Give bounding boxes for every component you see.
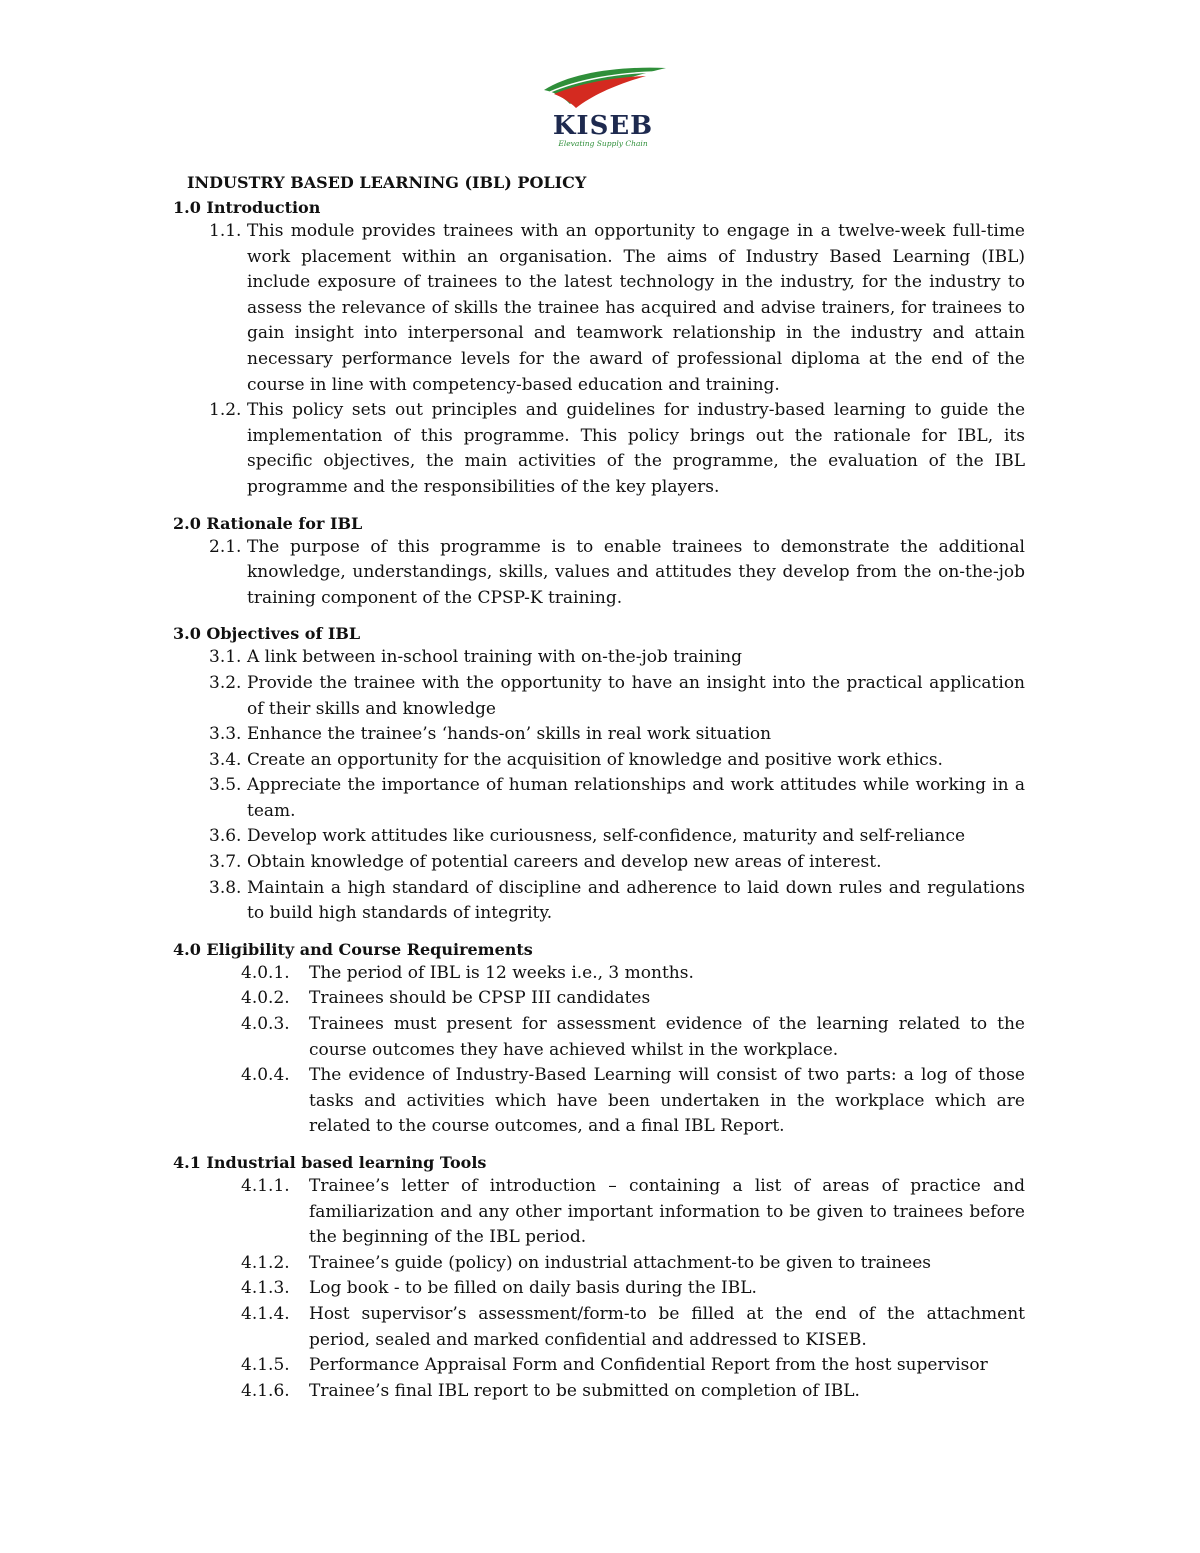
item-text: A link between in-school training with on-the-job training [247,647,743,668]
list-item [173,773,1025,824]
item-text: Trainee’s letter of introduction – containing a list of areas of practice and familiarization and any other important information to be given to trainees before the beginning of the IBL period. [309,1176,1025,1248]
item-number: 4.1.5. [241,1355,290,1376]
section-learning-tools [173,1152,1025,1404]
section-heading: 4.1 Industrial based learning Tools [173,1153,487,1172]
item-text: This module provides trainees with an opportunity to engage in a twelve-week full-time work placement within an organisation. The aims of Industry Based Learning (IBL) include exposure of trainees to the latest technology in the industry, for the industry to assess the relevance of skills the trainee has acquired and advise trainers, for trainees to gain insight into interpersonal and teamwork relationship in the industry and attain necessary performance levels for the award of professional diploma at the end of the course in line with competency-based education and training. [247,221,1025,395]
item-text: The evidence of Industry-Based Learning will consist of two parts: a log of those tasks and activities which have been undertaken in the workplace which are related to the course outcomes, and a final IBL Report. [309,1065,1025,1137]
list-item [173,748,1025,774]
item-text: Provide the trainee with the opportunity to have an insight into the practical application of their skills and knowledge [247,672,1025,719]
item-text: Maintain a high standard of discipline and adherence to laid down rules and regulations to build high standards of integrity. [247,877,1025,924]
list-item [173,961,1025,987]
list-item [173,1276,1025,1302]
item-number: 3.4. [209,749,242,770]
item-text: Trainee’s final IBL report to be submitted on completion of IBL. [309,1380,860,1401]
section-item-list [173,961,1025,1140]
item-text: The purpose of this programme is to enable trainees to demonstrate the additional knowledge, understandings, skills, values and attitudes they develop from the on-the-job training component of the CPSP-K training. [247,536,1025,608]
item-number: 4.0.2. [241,988,290,1009]
list-item [173,535,1025,612]
item-number: 3.5. [209,775,242,796]
item-text: Log book - to be filled on daily basis during the IBL. [309,1278,757,1299]
item-number: 3.6. [209,826,242,847]
item-number: 4.1.4. [241,1303,290,1324]
kiseb-logo-mark [536,62,670,150]
section-heading: 1.0 Introduction [173,198,321,217]
list-item [173,671,1025,722]
list-item [173,986,1025,1012]
list-item [173,876,1025,927]
list-item [173,1302,1025,1353]
section-eligibility [173,939,1025,1140]
list-item [173,1379,1025,1405]
section-heading: 3.0 Objectives of IBL [173,624,361,644]
list-item [173,645,1025,671]
kiseb-logo [536,62,670,150]
item-number: 3.2. [209,672,242,693]
section-objectives [173,623,1025,927]
item-number: 3.8. [209,877,242,898]
section-item-list [173,219,1025,501]
section-introduction [173,197,1025,501]
item-number: 4.1.6. [241,1380,290,1401]
section-heading: 2.0 Rationale for IBL [173,513,363,533]
item-text: Develop work attitudes like curiousness, self-confidence, maturity and self-reliance [247,826,966,847]
item-text: Trainees must present for assessment evidence of the learning related to the course outcomes they have achieved whilst in the workplace. [309,1014,1025,1060]
item-number: 4.1.1. [241,1176,290,1196]
item-number: 1.1. [209,221,242,241]
item-number: 3.7. [209,852,242,873]
section-heading: 4.0 Eligibility and Course Requirements [173,939,533,959]
list-item [173,1174,1025,1251]
item-text: This policy sets out principles and guidelines for industry-based learning to guide the implementation of this programme. This policy brings out the rationale for IBL, its specific objectives, the main activities of the programme, the evaluation of the IBL programme and the responsibilities of the key players. [247,400,1025,497]
list-item [173,1063,1025,1140]
section-item-list [173,535,1025,612]
item-number: 4.0.1. [241,962,290,983]
list-item [173,722,1025,748]
logo-wordmark: KISEB [552,111,654,141]
item-number: 3.1. [209,647,242,668]
section-item-list [173,645,1025,927]
item-text: The period of IBL is 12 weeks i.e., 3 months. [309,962,694,983]
item-text: Create an opportunity for the acquisition of knowledge and positive work ethics. [247,749,943,770]
item-number: 4.1.2. [241,1252,290,1273]
list-item [173,1251,1025,1277]
document-sections [173,197,1025,1404]
item-number: 2.1. [209,536,242,557]
item-text: Obtain knowledge of potential careers and develop new areas of interest. [247,852,882,873]
logo-tagline: Elevating Supply Chain [558,139,648,148]
item-text: Enhance the trainee’s ‘hands-on’ skills in real work situation [247,724,772,745]
item-number: 3.3. [209,724,242,745]
list-item [173,1012,1025,1063]
item-number: 4.0.4. [241,1065,290,1086]
item-number: 4.0.3. [241,1014,290,1035]
list-item [173,219,1025,398]
document-title: INDUSTRY BASED LEARNING (IBL) POLICY [187,173,587,192]
list-item [173,1353,1025,1379]
policy-document [173,172,1025,1404]
item-text: Appreciate the importance of human relationships and work attitudes while working in a team. [247,775,1025,821]
item-text: Trainee’s guide (policy) on industrial attachment-to be given to trainees [309,1252,931,1273]
section-item-list [173,1174,1025,1404]
section-rationale [173,513,1025,612]
item-text: Performance Appraisal Form and Confidential Report from the host supervisor [309,1355,988,1376]
item-number: 1.2. [209,400,242,421]
item-text: Trainees should be CPSP III candidates [309,988,651,1009]
item-text: Host supervisor’s assessment/form-to be filled at the end of the attachment period, sealed and marked confidential and addressed to KISEB. [309,1303,1025,1350]
list-item [173,398,1025,500]
list-item [173,824,1025,850]
item-number: 4.1.3. [241,1278,290,1299]
list-item [173,850,1025,876]
